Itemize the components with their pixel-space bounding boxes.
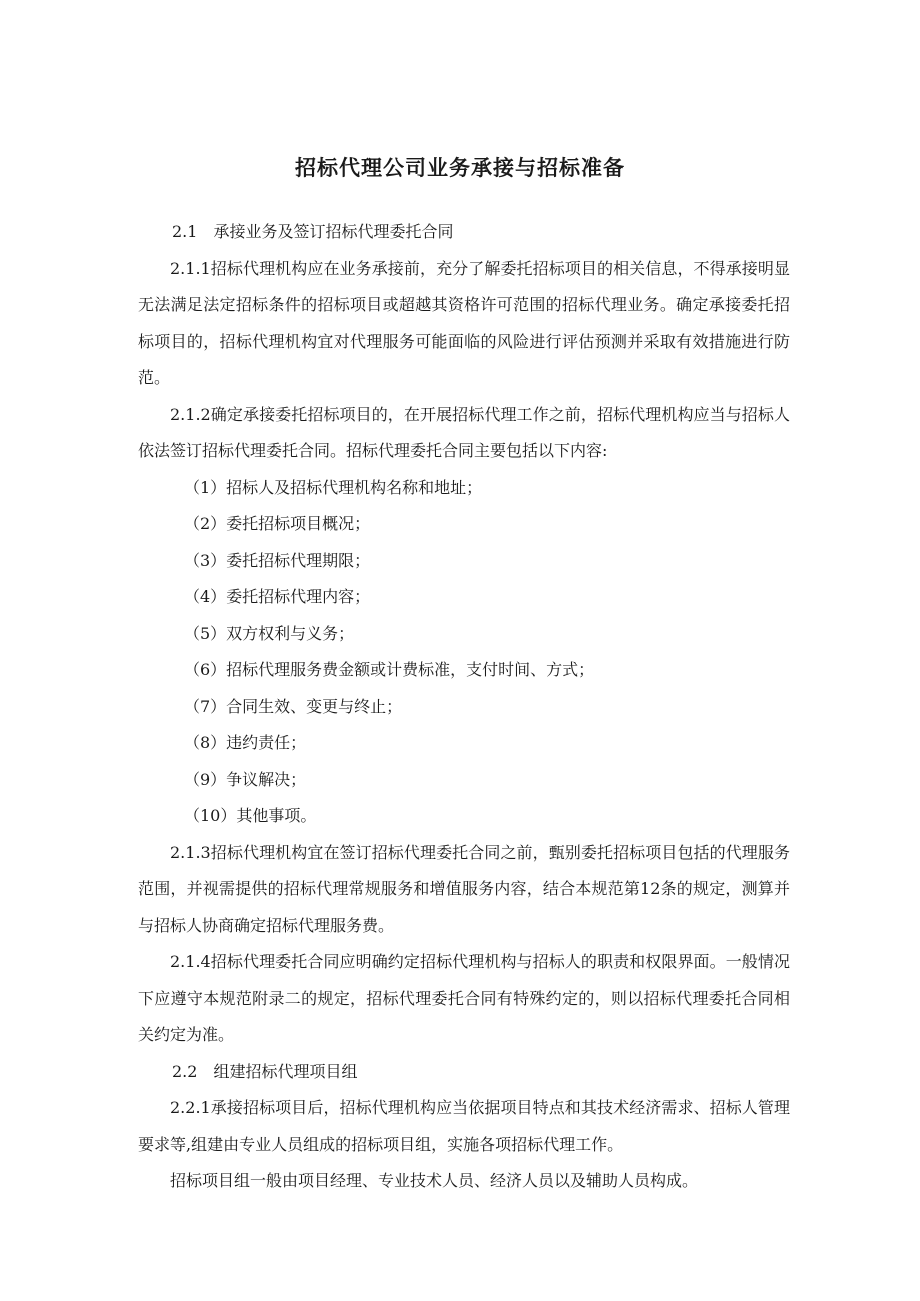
list-item-2: （2）委托招标项目概况； [184,514,371,533]
list-item-5: （5）双方权利与义务； [184,623,355,643]
list-item-3: （3）委托招标代理期限； [184,550,371,570]
paragraph-2-1-3: 2.1.3招标代理机构宜在签订招标代理委托合同之前，甄别委托招标项目包括的代理服务范围，并视需提供的招标代理常规服务和增值服务内容，结合本规范第12条的规定，测算并与招标人协商确定招标代理服务费。 [138,842,790,935]
section-heading-2-1: 2.1 承接业务及签订招标代理委托合同 [172,222,454,241]
list-item-7: （7）合同生效、变更与终止； [184,696,403,716]
section-heading-2-2: 2.2 组建招标代理项目组 [172,1061,358,1081]
paragraph-2-1-4: 2.1.4招标代理委托合同应明确约定招标代理机构与招标人的职责和权限界面。一般情况下应遵守本规范附录二的规定，招标代理委托合同有特殊约定的，则以招标代理委托合同相关约定为准。 [138,952,790,1044]
list-item-10: （10）其他事项。 [184,806,317,825]
paragraph-2-2-1: 2.2.1承接招标项目后，招标代理机构应当依据项目特点和其技术经济需求、招标人管理要求等,组建由专业人员组成的招标项目组，实施各项招标代理工作。 [138,1098,790,1154]
document-title: 招标代理公司业务承接与招标准备 [295,156,625,180]
list-item-8: （8）违约责任； [184,733,307,752]
document-body [138,214,790,1200]
list-item-9: （9）争议解决； [184,769,307,789]
list-item-1: （1）招标人及招标代理机构名称和地址； [184,477,483,497]
paragraph-2-1-2: 2.1.2确定承接委托招标项目的，在开展招标代理工作之前，招标代理机构应当与招标人依法签订招标代理委托合同。招标代理委托合同主要包括以下内容: [138,404,790,460]
list-item-4: （4）委托招标代理内容； [184,587,371,606]
paragraph-2-1-1: 2.1.1招标代理机构应在业务承接前，充分了解委托招标项目的相关信息，不得承接明显无法满足法定招标条件的招标项目或超越其资格许可范围的招标代理业务。确定承接委托招标项目的，招标代理机构宜对代理服务可能面临的风险进行评估预测并采取有效措施进行防范。 [138,258,790,387]
paragraph-team-composition: 招标项目组一般由项目经理、专业技术人员、经济人员以及辅助人员构成。 [170,1171,699,1190]
list-item-6: （6）招标代理服务费金额或计费标准，支付时间、方式； [184,660,595,679]
